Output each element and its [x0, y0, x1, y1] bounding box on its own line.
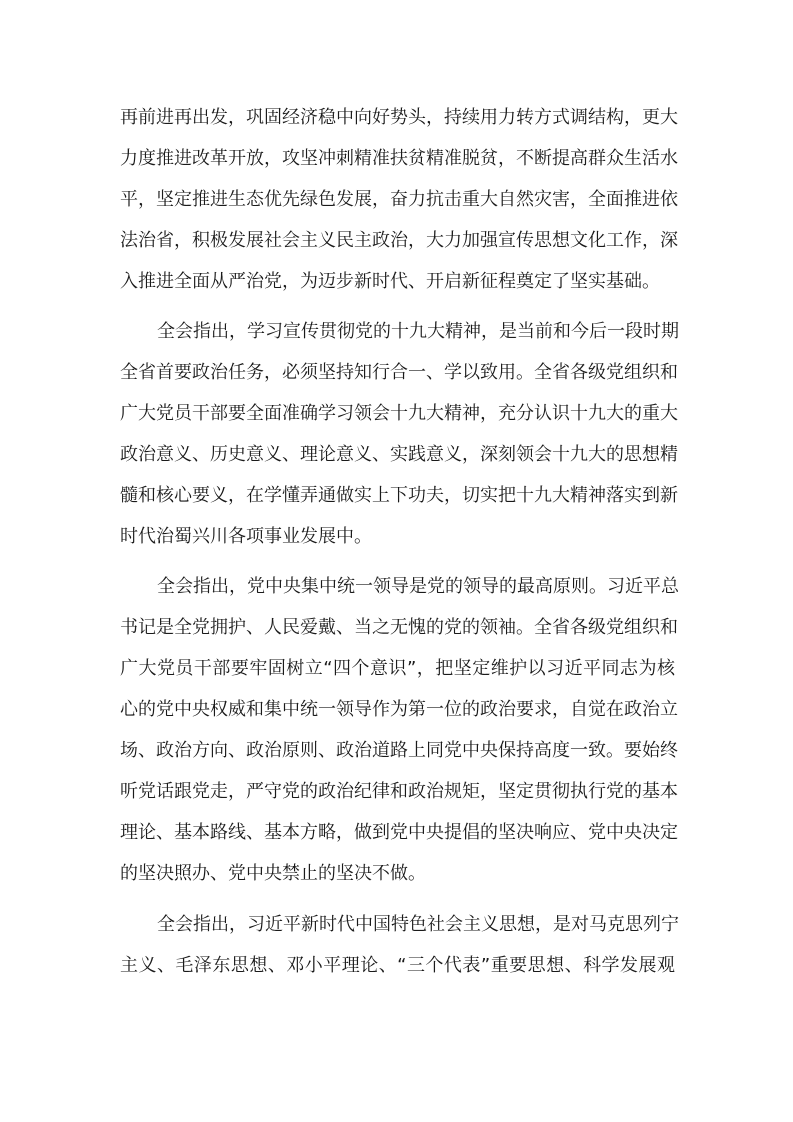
paragraph-2-line-4: 政治意义、历史意义、理论意义、实践意义，深刻领会十九大的思想精 — [120, 444, 678, 465]
paragraph-3-line-5: 场、政治方向、政治原则、政治道路上同党中央保持高度一致。要始终 — [120, 740, 678, 761]
paragraph-1-line-2: 力度推进改革开放，攻坚冲刺精准扶贫精准脱贫，不断提高群众生活水 — [120, 148, 678, 169]
paragraph-4-line-2: 主义、毛泽东思想、邓小平理论、“三个代表”重要思想、科学发展观 — [120, 955, 675, 976]
paragraph-3-line-4: 心的党中央权威和集中统一领导作为第一位的政治要求，自觉在政治立 — [120, 699, 678, 720]
paragraph-4-line-1: 全会指出，习近平新时代中国特色社会主义思想，是对马克思列宁 — [157, 914, 679, 935]
paragraph-3-line-7: 理论、基本路线、基本方略，做到党中央提倡的坚决响应、党中央决定 — [120, 822, 678, 843]
paragraph-3-line-1: 全会指出，党中央集中统一领导是党的领导的最高原则。习近平总 — [157, 576, 679, 597]
paragraph-2-line-1: 全会指出，学习宣传贯彻党的十九大精神，是当前和今后一段时期 — [157, 321, 679, 342]
paragraph-1-line-3: 平，坚定推进生态优先绿色发展，奋力抗击重大自然灾害，全面推进依 — [120, 189, 678, 210]
paragraph-1-line-4: 法治省，积极发展社会主义民主政治，大力加强宣传思想文化工作，深 — [120, 230, 678, 251]
paragraph-1-line-1: 再前进再出发，巩固经济稳中向好势头，持续用力转方式调结构，更大 — [120, 107, 678, 128]
paragraph-3-line-8: 的坚决照办、党中央禁止的坚决不做。 — [120, 863, 426, 884]
paragraph-3-line-2: 书记是全党拥护、人民爱戴、当之无愧的党的领袖。全省各级党组织和 — [120, 617, 678, 638]
paragraph-2-line-5: 髓和核心要义，在学懂弄通做实上下功夫，切实把十九大精神落实到新 — [120, 485, 678, 506]
paragraph-1-line-5: 入推进全面从严治党，为迈步新时代、开启新征程奠定了坚实基础。 — [120, 271, 660, 292]
paragraph-3-line-3: 广大党员干部要牢固树立“四个意识”，把坚定维护以习近平同志为核 — [120, 658, 675, 679]
paragraph-3-line-6: 听党话跟党走，严守党的政治纪律和政治规矩，坚定贯彻执行党的基本 — [120, 781, 678, 802]
paragraph-2-line-3: 广大党员干部要全面准确学习领会十九大精神，充分认识十九大的重大 — [120, 403, 678, 424]
paragraph-2-line-2: 全省首要政治任务，必须坚持知行合一、学以致用。全省各级党组织和 — [120, 362, 678, 383]
paragraph-2-line-6: 时代治蜀兴川各项事业发展中。 — [120, 526, 372, 547]
